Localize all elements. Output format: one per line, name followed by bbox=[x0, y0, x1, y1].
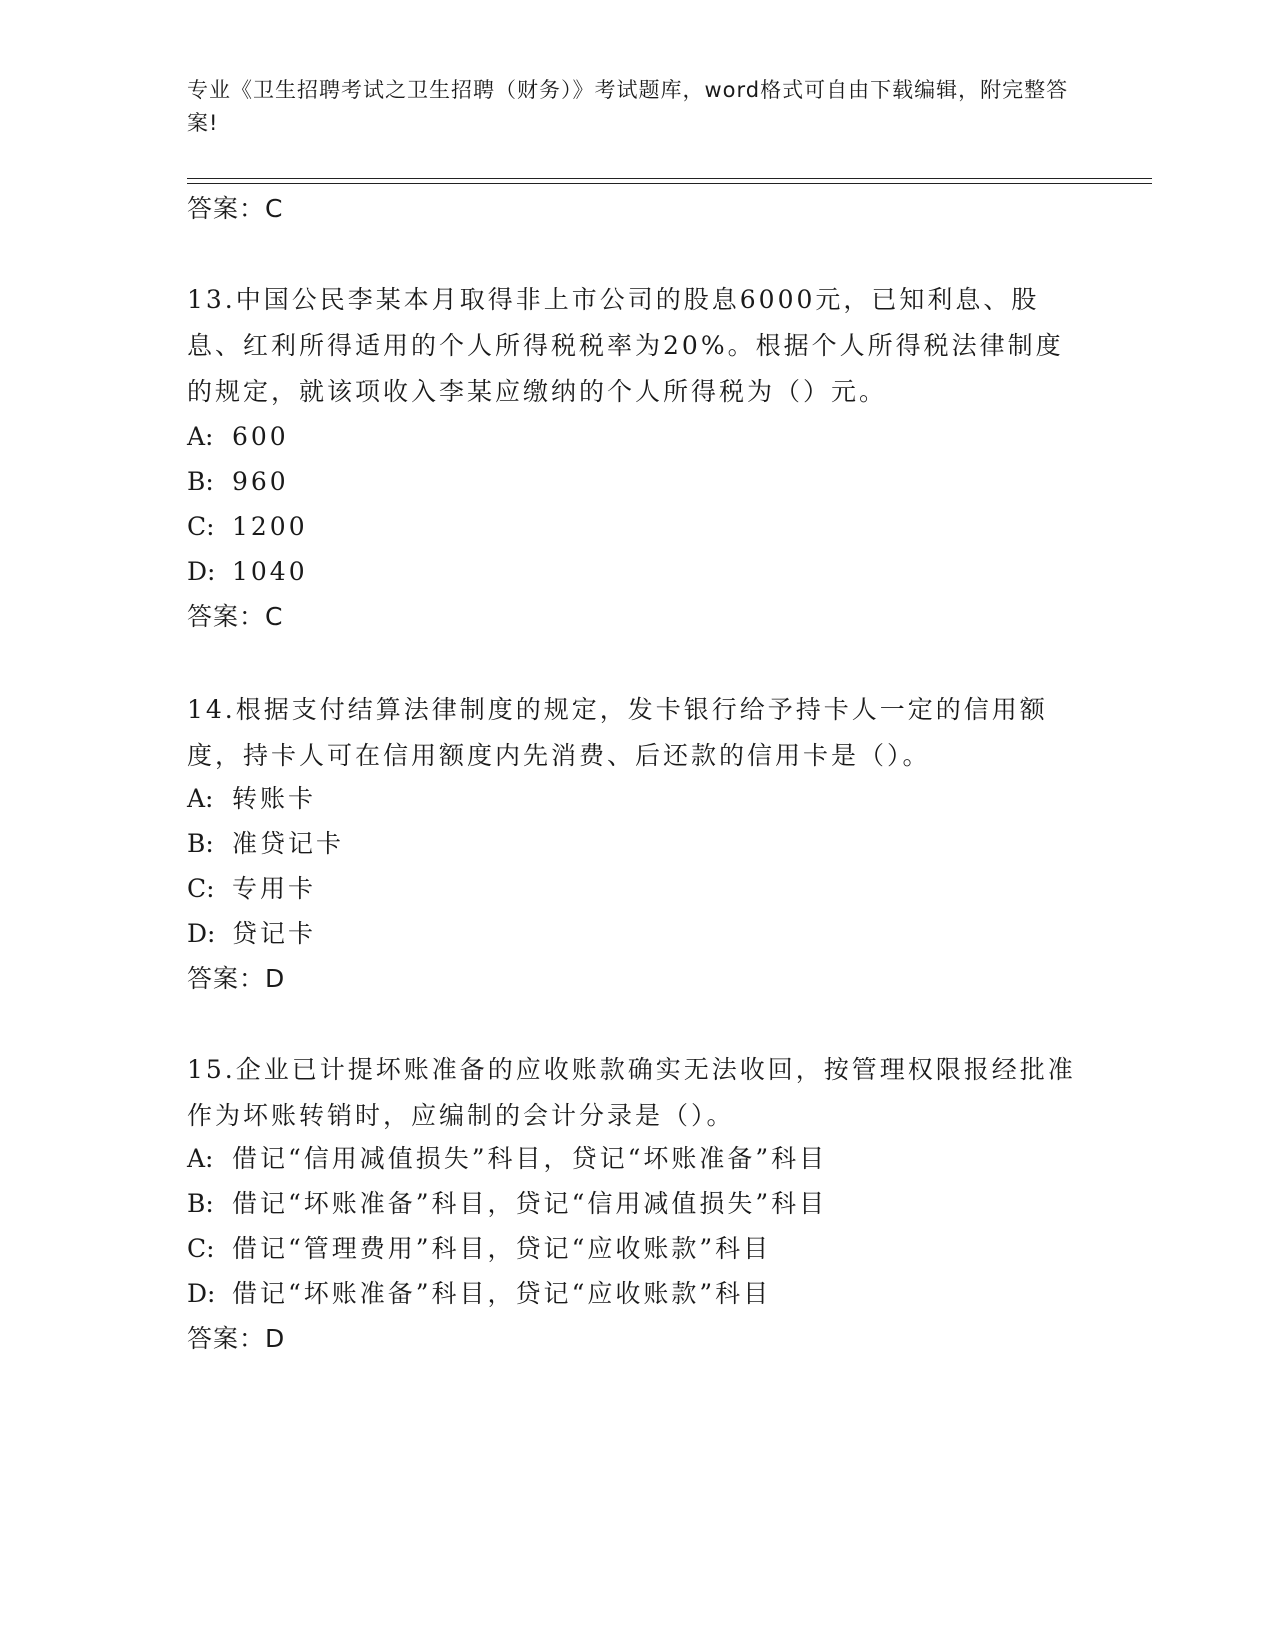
question-14-option-d bbox=[187, 917, 316, 951]
option-label: A: bbox=[187, 1144, 214, 1173]
question-15-answer: 答案：D bbox=[187, 1324, 286, 1353]
question-13-option-d bbox=[187, 555, 308, 589]
question-15-stem: 15.企业已计提坏账准备的应收账款确实无法收回，按管理权限报经批准作为坏账转销时，应编制的会计分录是（）。 bbox=[187, 1055, 1076, 1130]
option-text: 借记“坏账准备”科目，贷记“信用减值损失”科目 bbox=[232, 1189, 828, 1218]
option-label: C: bbox=[187, 512, 215, 541]
option-text: 借记“管理费用”科目，贷记“应收账款”科目 bbox=[232, 1234, 772, 1263]
question-14-option-c bbox=[187, 872, 316, 906]
option-label: B: bbox=[187, 829, 214, 858]
option-label: B: bbox=[187, 1189, 214, 1218]
option-text: 借记“信用减值损失”科目，贷记“坏账准备”科目 bbox=[232, 1144, 828, 1173]
option-text: 1040 bbox=[232, 557, 308, 586]
option-text: 专用卡 bbox=[232, 874, 317, 903]
option-label: D: bbox=[187, 1279, 216, 1308]
option-label: C: bbox=[187, 874, 215, 903]
question-13-option-c bbox=[187, 510, 308, 544]
question-14-option-a bbox=[187, 782, 316, 816]
option-text: 960 bbox=[232, 467, 289, 496]
header-divider-top bbox=[187, 178, 1152, 179]
option-text: 借记“坏账准备”科目，贷记“应收账款”科目 bbox=[232, 1279, 772, 1308]
question-14-answer: 答案：D bbox=[187, 964, 286, 993]
document-header: 专业《卫生招聘考试之卫生招聘（财务）》考试题库，word格式可自由下载编辑，附完整答案! bbox=[187, 78, 1069, 135]
option-label: A: bbox=[187, 784, 214, 813]
option-label: A: bbox=[187, 422, 214, 451]
previous-answer: 答案：C bbox=[187, 194, 284, 223]
option-text: 转账卡 bbox=[232, 784, 317, 813]
question-14-stem: 14.根据支付结算法律制度的规定，发卡银行给予持卡人一定的信用额度，持卡人可在信用额度内先消费、后还款的信用卡是（）。 bbox=[187, 695, 1048, 770]
option-label: C: bbox=[187, 1234, 215, 1263]
option-text: 贷记卡 bbox=[232, 919, 317, 948]
option-text: 准贷记卡 bbox=[232, 829, 345, 858]
question-15-option-a bbox=[187, 1142, 827, 1176]
question-13-option-a bbox=[187, 420, 289, 454]
option-label: D: bbox=[187, 919, 216, 948]
option-label: D: bbox=[187, 557, 216, 586]
question-15-option-d bbox=[187, 1277, 771, 1311]
question-13-option-b bbox=[187, 465, 289, 499]
question-13-stem: 13.中国公民李某本月取得非上市公司的股息6000元，已知利息、股息、红利所得适用的个人所得税税率为20%。根据个人所得税法律制度的规定，就该项收入李某应缴纳的个人所得税为（）元。 bbox=[187, 285, 1064, 406]
question-15-option-c bbox=[187, 1232, 771, 1266]
header-divider-bottom bbox=[187, 183, 1152, 184]
option-label: B: bbox=[187, 467, 214, 496]
question-14-option-b bbox=[187, 827, 344, 861]
option-text: 600 bbox=[232, 422, 289, 451]
question-13-answer: 答案：C bbox=[187, 602, 284, 631]
question-15-option-b bbox=[187, 1187, 827, 1221]
option-text: 1200 bbox=[232, 512, 308, 541]
